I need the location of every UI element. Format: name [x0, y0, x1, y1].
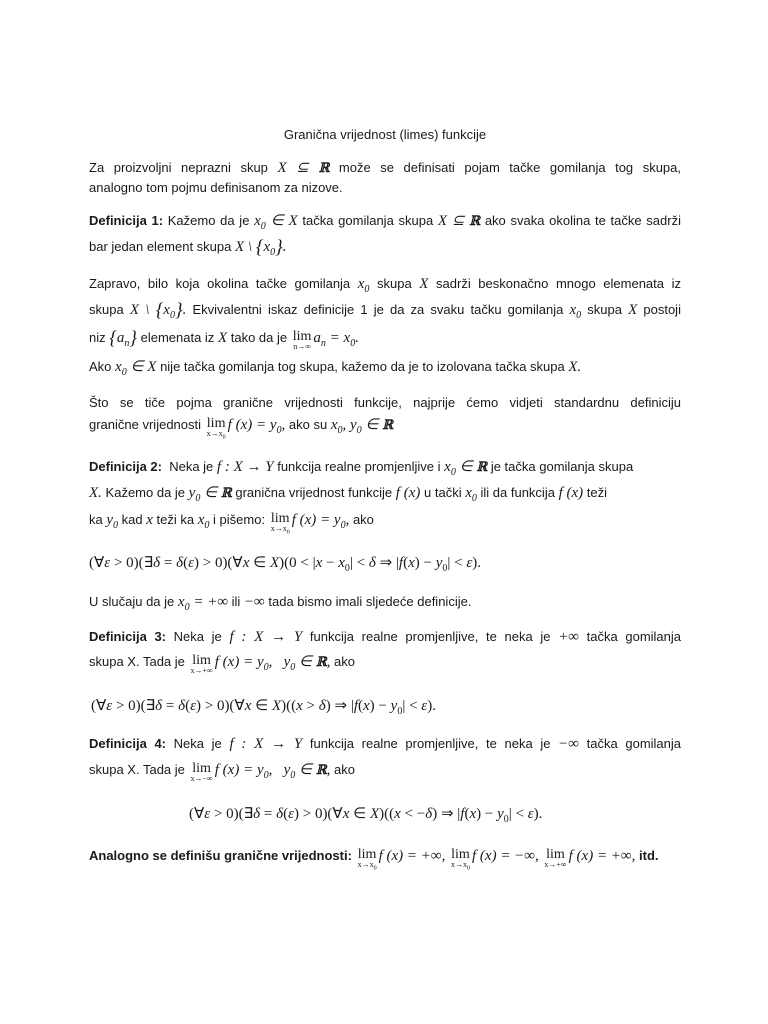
definition-4-line-2: skupa X. Tada je lim x→−∞ f $(x) = y_0$, $y_0$ ∈ ℝ, ako	[89, 761, 356, 783]
final-line: Analogno se definišu granične vrijednosti: lim $x\to x_0$ f (x) = +∞, lim $x\to x_0$ f (x) = −∞, lim x→+∞ f (x) = +∞, itd.	[89, 847, 659, 872]
paragraph-2-line-1: Zapravo, bilo koja okolina tačke gomilanja $x_0$ skupa X sadrži beskonačno mnogo elemenata iz	[89, 276, 681, 295]
limit-expr: lim x→+∞	[190, 653, 213, 675]
math-expr: X ⊆ ℝ	[277, 160, 330, 176]
definition-2-line-3: ka $y_0$ kad x teži ka $x_0$ i pišemo: lim $x\to x_0$ f $(x) = y_0$, ako	[89, 511, 374, 536]
definition-1-line-2: bar jedan element skupa X \ $\{x_0\}$.	[89, 237, 287, 258]
definition-2-line-1: Definicija 2: Neka je f : X → Y funkcija realne promjenljive i $x_0$ ∈ ℝ je tačka gomilanja skupa	[89, 459, 634, 478]
definition-4-line-1: Definicija 4: Neka je f : X → Y funkcija realne promjenljive, te neka je −∞ tačka gomilanja	[89, 736, 682, 752]
definition-3-line-1: Definicija 3: Neka je f : X → Y funkcija realne promjenljive, te neka je +∞ tačka gomilanja	[89, 629, 682, 645]
definition-label: Definicija 3:	[89, 629, 167, 644]
definition-4-formula: (∀ε > 0)(∃δ = δ(ε) > 0)(∀x ∈ X)((x < −δ) ⇒ $|f(x) - y_0| < \varepsilon$).	[189, 806, 543, 825]
paragraph-3-line-2: granične vrijednosti lim $x\to x_0$ f $(x) = y_0$, ako su $x_0$, $y_0$ ∈ ℝ	[89, 416, 394, 441]
definition-2-formula: (∀ε > 0)(∃δ = δ(ε) > 0)(∀x ∈ $X)(0 < |x - x_0| < \delta$ ⇒ $|f(x) - y_0| < \varepsilon$).	[89, 555, 482, 574]
limit-expr: lim $x\to x_0$	[206, 416, 226, 441]
math-expr: X ⊆ ℝ	[437, 213, 481, 229]
limit-expr: lim $x\to x_0$	[357, 847, 377, 872]
intro-line-1: Za proizvoljni neprazni skup X ⊆ ℝ može se definisati pojam tačke gomilanja tog skupa,	[89, 160, 682, 176]
definition-2-line-2: X. Kažemo da je $y_0$ ∈ ℝ granična vrijednost funkcije f (x) u tački $x_0$ ili da funkcija f (x) teži	[89, 485, 608, 504]
intro-line-2: analogno tom pojmu definisanom za nizove.	[89, 180, 343, 195]
definition-label: Definicija 1:	[89, 213, 164, 228]
paragraph-2-line-2: skupa X \ $\{x_0\}$. Ekvivalentni iskaz definicije 1 je da za svaku tačku gomilanja $x_0$ skupa X postoji	[89, 300, 681, 321]
limit-expr: lim $x\to x_0$	[270, 511, 290, 536]
definition-3-line-2: skupa X. Tada je lim x→+∞ f $(x) = y_0$, $y_0$ ∈ ℝ, ako	[89, 653, 356, 675]
definition-3-formula: (∀ε > 0)(∃δ = δ(ε) > 0)(∀x ∈ X)((x > δ) ⇒ $|f(x) - y_0| < \varepsilon$).	[91, 698, 436, 717]
paragraph-2-line-3: niz $\{a_n\}$ elemenata iz X tako da je lim n→∞ $a_n = x_0$.	[89, 328, 359, 351]
math-expr: $x_0$ ∈ X	[254, 213, 298, 232]
page-title: Granična vrijednost (limes) funkcije	[283, 127, 487, 142]
paragraph-3-line-1: Što se tiče pojma granične vrijednosti funkcije, najprije ćemo vidjeti standardnu definiciju	[89, 395, 681, 410]
limit-expr: lim $x\to x_0$	[450, 847, 470, 872]
limit-expr: lim x→−∞	[190, 761, 213, 783]
limit-expr: lim n→∞	[292, 329, 312, 351]
definition-label: Definicija 4:	[89, 736, 167, 751]
paragraph-2-line-4: Ako $x_0$ ∈ X nije tačka gomilanja tog skupa, kažemo da je to izolovana tačka skupa X.	[89, 359, 582, 378]
definition-label: Definicija 2:	[89, 459, 162, 474]
math-expr: X \ $\{x_0\}$.	[235, 237, 287, 258]
limit-expr: lim x→+∞	[544, 847, 567, 869]
paragraph-4: U slučaju da je $x_0$ = +∞ ili −∞ tada bismo imali sljedeće definicije.	[89, 594, 472, 613]
definition-1-line-1: Definicija 1: Kažemo da je $x_0$ ∈ X tačka gomilanja skupa X ⊆ ℝ ako svaka okolina te tačke sadrži	[89, 213, 681, 232]
